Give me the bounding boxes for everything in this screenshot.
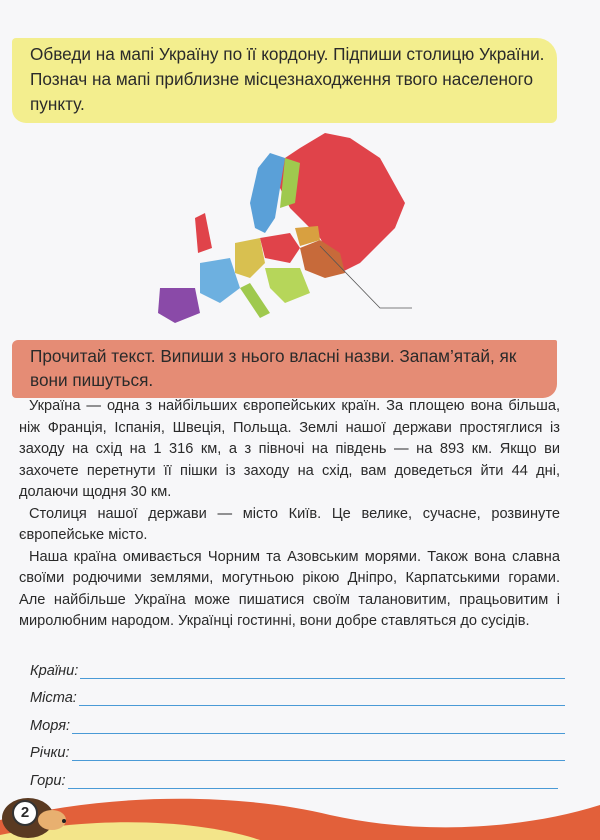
map-poland bbox=[260, 233, 300, 263]
task-1-instruction: Обведи на мапі Україну по її кордону. Підпиши столицю України. Познач на мапі приблизне місцезнаходження твого населеного пункту. bbox=[12, 38, 557, 123]
reading-text bbox=[19, 396, 560, 633]
line-label: Моря: bbox=[30, 717, 71, 734]
paragraph: Наша країна омивається Чорним та Азовським морями. Також вона славна своїми родючими землями, могутньою рікою Дніпро, Карпатськими горами. Але найбільше Україна може пишатися своїм талановитим, працьовитим і миролюбним народом. Українці гостинні, вони добре ставляться до сусідів. bbox=[19, 548, 560, 629]
line-label: Річки: bbox=[30, 745, 70, 761]
write-rule[interactable] bbox=[72, 744, 565, 761]
europe-map bbox=[150, 128, 420, 333]
map-germany bbox=[235, 238, 265, 278]
map-italy bbox=[240, 283, 270, 318]
line-label: Міста: bbox=[30, 690, 77, 706]
map-balkans bbox=[265, 268, 310, 303]
bottom-wave-decoration bbox=[0, 790, 600, 840]
write-rule[interactable] bbox=[80, 662, 565, 679]
write-rule[interactable] bbox=[79, 689, 565, 706]
answer-line-cities[interactable] bbox=[30, 679, 565, 707]
write-rule[interactable] bbox=[68, 772, 558, 789]
write-rule[interactable] bbox=[72, 717, 565, 734]
map-scandinavia bbox=[250, 153, 285, 233]
map-france bbox=[200, 258, 240, 303]
task-2-instruction: Прочитай текст. Випиши з нього власні назви. Запам’ятай, як вони пишуться. bbox=[12, 340, 557, 398]
answer-line-rivers[interactable] bbox=[30, 734, 565, 762]
answer-lines bbox=[30, 651, 565, 789]
map-uk bbox=[195, 213, 212, 253]
paragraph: Столиця нашої держави — місто Київ. Це велике, сучасне, розвинуте європейське місто. bbox=[19, 505, 560, 543]
answer-line-mountains[interactable] bbox=[30, 761, 558, 789]
answer-line-countries[interactable] bbox=[30, 651, 565, 679]
line-label: Гори: bbox=[30, 772, 66, 789]
line-label: Країни: bbox=[30, 662, 79, 679]
answer-line-seas[interactable] bbox=[30, 706, 565, 734]
map-spain bbox=[158, 288, 200, 323]
paragraph: Україна — одна з найбільших європейських країн. За площею вона більша, ніж Франція, Іспанія, Швеція, Польща. Землі нашої держави простяглися із заходу на схід на 1 316 км, а з півночі на південь — на 893 км. Якщо ви захочете перетнути її пішки із заходу на схід, вам доведеться йти 44 дні, долаючи щодня 30 км. bbox=[19, 398, 560, 500]
page-number: 2 bbox=[12, 800, 38, 826]
